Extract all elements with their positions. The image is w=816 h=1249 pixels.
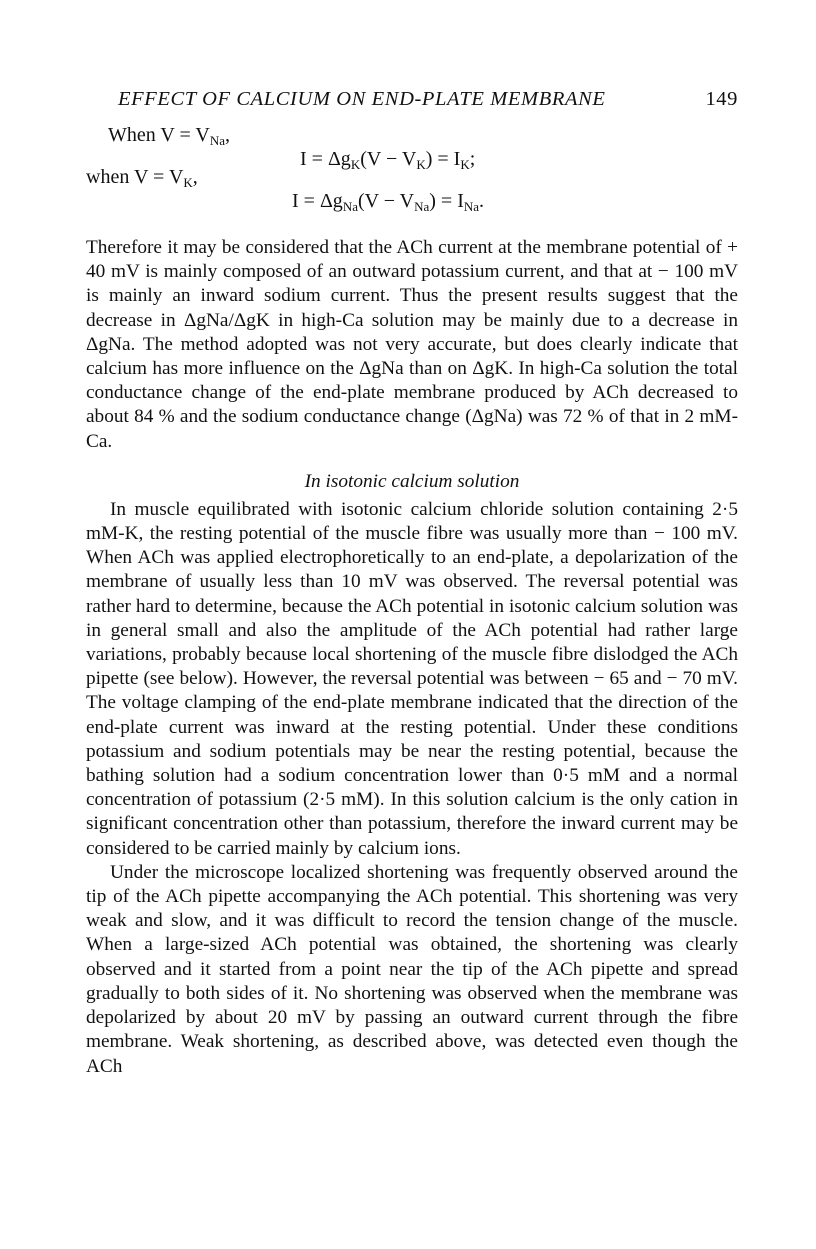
subscript: K	[460, 157, 470, 172]
subscript: Na	[342, 199, 358, 214]
paragraph-isotonic-calcium: In muscle equilibrated with isotonic calcium chloride solution containing 2·5 mM-K, the resting potential of the muscle fibre was usually more than − 100 mV. When ACh was applied electrophoretically to an end-plate, a depolarization of the membrane of usually less than 10 mV was observed. The reversal potential was rather hard to determine, because the ACh potential in isotonic calcium solution was in general small and also the amplitude of the ACh potential had rather large variations, probably because local shortening of the muscle fibre dislodged the ACh pipette (see below). However, the reversal potential was between − 65 and − 70 mV. The voltage clamping of the end-plate membrane indicated that the direction of the end-plate current was inward at the resting potential. Under these conditions potassium and sodium potentials may be near the resting potential, because the bathing solution had a sodium concentration lower than 0·5 mM and a normal concentration of potassium (2·5 mM). In this solution calcium is the only cation in significant concentration other than potassium, therefore the inward current may be considered to be carried mainly by calcium ions.	[86, 498, 738, 859]
running-head	[86, 88, 738, 118]
subscript: Na	[463, 199, 480, 214]
section-heading: In isotonic calcium solution	[304, 470, 520, 492]
paragraph-conductance-conclusion: Therefore it may be considered that the ACh current at the membrane potential of + 40 mV is mainly composed of an outward potassium current, and that at − 100 mV is mainly an inward sodium current. Thus the present results suggest that the decrease in ΔgNa/ΔgK in high-Ca solution may be mainly due to a decrease in ΔgNa. The method adopted was not very accurate, but does clearly indicate that calcium has more influence on the ΔgNa than on ΔgK. In high-Ca solution the total conductance change of the end-plate membrane produced by ACh decreased to about 84 % and the sodium conductance change (ΔgNa) was 72 % of that in 2 mM-Ca.	[86, 237, 738, 452]
subscript: K	[183, 175, 193, 190]
equation-sodium-current	[292, 190, 484, 213]
equation-block	[86, 118, 738, 218]
condition-v-equals-vk: when $V = V_K$,	[86, 166, 198, 190]
equation-part: .	[479, 190, 485, 212]
condition-v-equals-vna: When $V = V_{Na}$,	[108, 124, 231, 148]
equation-part: (V − V	[360, 148, 417, 170]
body-text	[86, 236, 738, 1079]
subscript: K	[416, 157, 426, 172]
equation-part: I = Δg	[292, 190, 343, 212]
paragraph-localized-shortening: Under the microscope localized shortening was frequently observed around the tip of the ACh pipette accompanying the ACh potential. This shortening was very weak and slow, and it was difficult to record the tension change of the muscle. When a large-sized ACh potential was obtained, the shortening was clearly observed and it started from a point near the tip of the ACh pipette and spread gradually to both sides of it. No shortening was observed when the membrane was depolarized by about 20 mV by passing an outward current through the fibre membrane. Weak shortening, as described above, was detected even though the ACh	[86, 861, 738, 1077]
subscript: Na	[414, 199, 430, 214]
condition-text: when V = V	[86, 166, 184, 188]
equation-part: ) = I	[425, 148, 461, 170]
page	[86, 88, 738, 1079]
subscript: K	[350, 157, 361, 172]
subscript: Na	[209, 133, 226, 148]
equation-part: ) = I	[429, 190, 464, 212]
equation-potassium-current	[300, 148, 475, 171]
equation-part: ;	[469, 148, 476, 170]
running-title: EFFECT OF CALCIUM ON END-PLATE MEMBRANE	[118, 88, 606, 110]
condition-text: When V = V	[108, 124, 210, 146]
equation-part: I = Δg	[300, 148, 351, 170]
page-number: 149	[705, 88, 738, 110]
equation-part: (V − V	[357, 190, 415, 212]
